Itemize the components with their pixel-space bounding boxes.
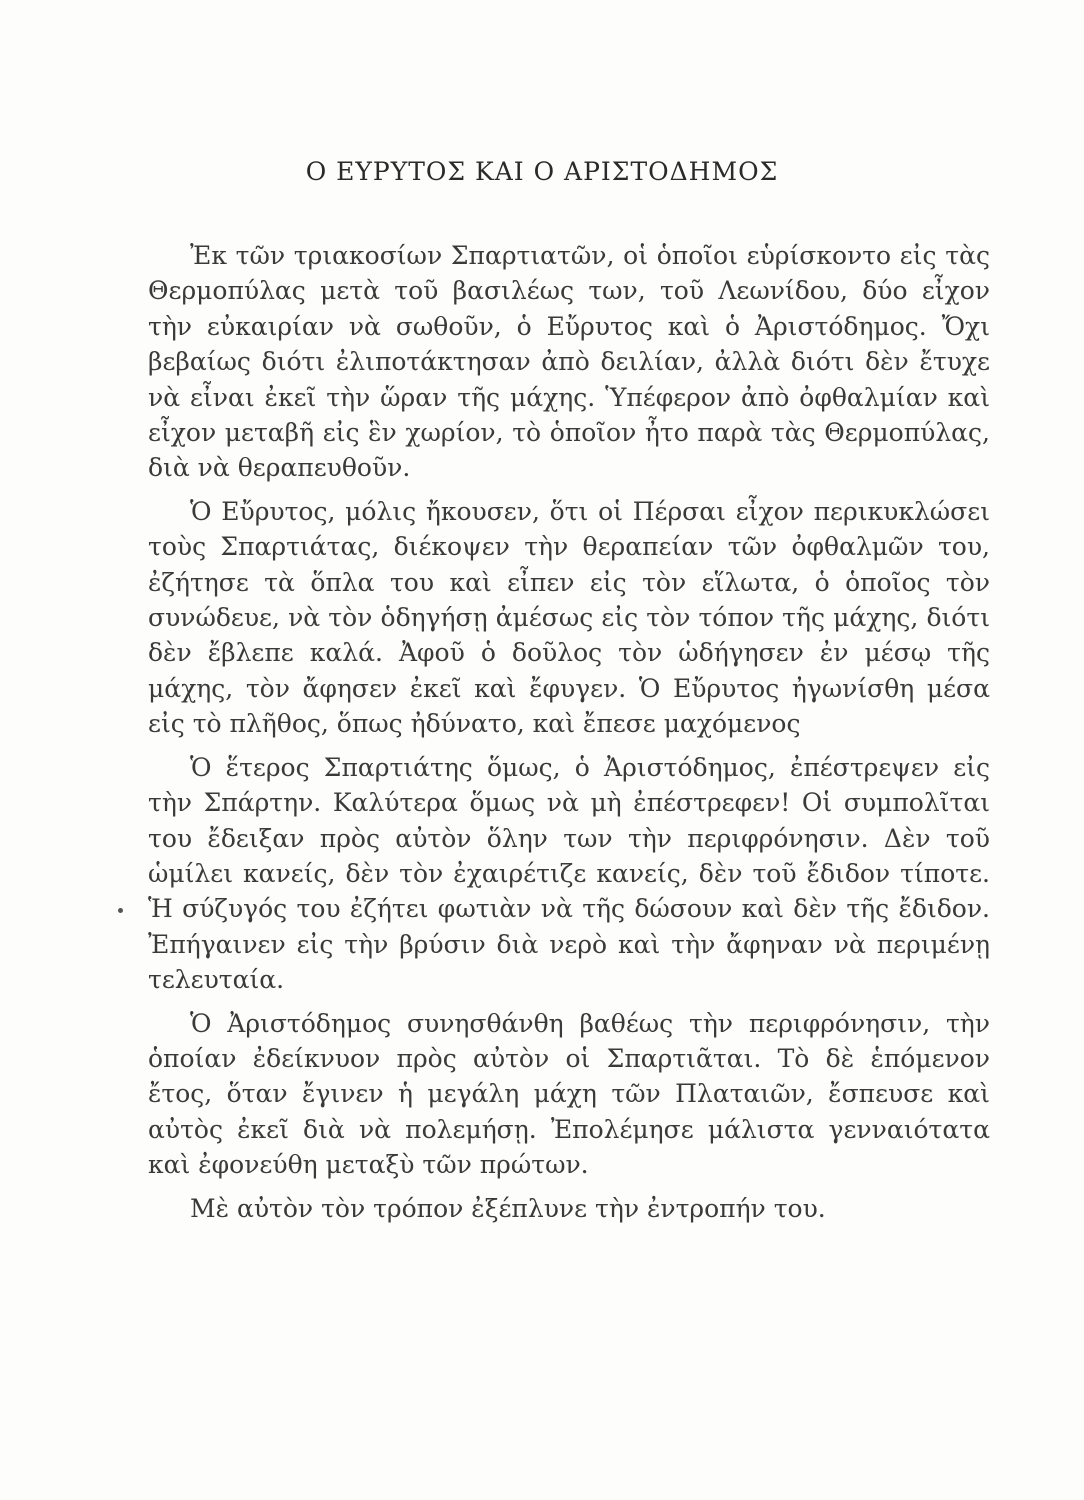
paragraph-3: Ὁ ἕτερος Σπαρτιάτης ὅμως, ὁ Ἀριστόδημος, ἐπέστρεψεν εἰς τὴν Σπάρτην. Καλύτερα ὅμως νὰ μὴ ἐπέστρεφεν! Οἱ συμπολῖται του ἔδειξαν πρὸς αὐτὸν ὅλην των τὴν περιφρόνησιν. Δὲν τοῦ ὡμίλει κανείς, δὲν τὸν ἐχαιρέτιζε κανείς, δὲν τοῦ ἔδιδον τίποτε. Ἡ σύζυγός του ἐζήτει φωτιὰν νὰ τῆς δώσουν καὶ δὲν τῆς ἔδιδον. Ἐπήγαινεν εἰς τὴν βρύσιν διὰ νερὸ καὶ τὴν ἄφηναν νὰ περιμένῃ τελευταία. [148,752,990,995]
text-body [148,238,990,1234]
paragraph-4: Ὁ Ἀριστόδημος συνησθάνθη βαθέως τὴν περιφρόνησιν, τὴν ὁποίαν ἐδείκνυον πρὸς αὐτὸν οἱ Σπαρτιᾶται. Τὸ δὲ ἑπόμενον ἔτος, ὅταν ἔγινεν ἡ μεγάλη μάχη τῶν Πλαταιῶν, ἔσπευσε καὶ αὐτὸς ἐκεῖ διὰ νὰ πολεμήσῃ. Ἐπολέμησε μάλιστα γενναιότατα καὶ ἐφονεύθη μεταξὺ τῶν πρώτων. [148,1008,990,1180]
paragraph-5: Μὲ αὐτὸν τὸν τρόπον ἐξέπλυνε τὴν ἐντροπήν του. [190,1193,826,1223]
paragraph-1: Ἐκ τῶν τριακοσίων Σπαρτιατῶν, οἱ ὁποῖοι εὑρίσκοντο εἰς τὰς Θερμοπύλας μετὰ τοῦ βασιλέως των, τοῦ Λεωνίδου, δύο εἶχον τὴν εὐκαιρίαν νὰ σωθοῦν, ὁ Εὔρυτος καὶ ὁ Ἀριστόδημος. Ὄχι βεβαίως διότι ἐλιποτάκτησαν ἀπὸ δειλίαν, ἀλλὰ διότι δὲν ἔτυχε νὰ εἶναι ἐκεῖ τὴν ὥραν τῆς μάχης. Ὑπέφερον ἀπὸ ὀφθαλμίαν καὶ εἶχον μεταβῆ εἰς ἓν χωρίον, τὸ ὁποῖον ἦτο παρὰ τὰς Θερμοπύλας, διὰ νὰ θεραπευθοῦν. [148,241,990,483]
paragraph-2: Ὁ Εὔρυτος, μόλις ἤκουσεν, ὅτι οἱ Πέρσαι εἶχον περικυκλώσει τοὺς Σπαρτιάτας, διέκοψεν τὴν θεραπείαν τῶν ὀφθαλμῶν του, ἐζήτησε τὰ ὅπλα του καὶ εἶπεν εἰς τὸν εἵλωτα, ὁ ὁποῖος τὸν συνώδευε, νὰ τὸν ὁδηγήσῃ ἀμέσως εἰς τὸν τόπον τῆς μάχης, διότι δὲν ἔβλεπε καλά. Ἀφοῦ ὁ δοῦλος τὸν ὡδήγησεν ἐν μέσῳ τῆς μάχης, τὸν ἄφησεν ἐκεῖ καὶ ἔφυγεν. Ὁ Εὔρυτος ἠγωνίσθη μέσα εἰς τὸ πλῆθος, ὅπως ἠδύνατο, καὶ ἔπεσε μαχόμενος [148,496,990,739]
page-title: Ο ΕΥΡΥΤΟΣ ΚΑΙ Ο ΑΡΙΣΤΟΔΗΜΟΣ [305,157,779,186]
margin-dot [118,908,123,913]
